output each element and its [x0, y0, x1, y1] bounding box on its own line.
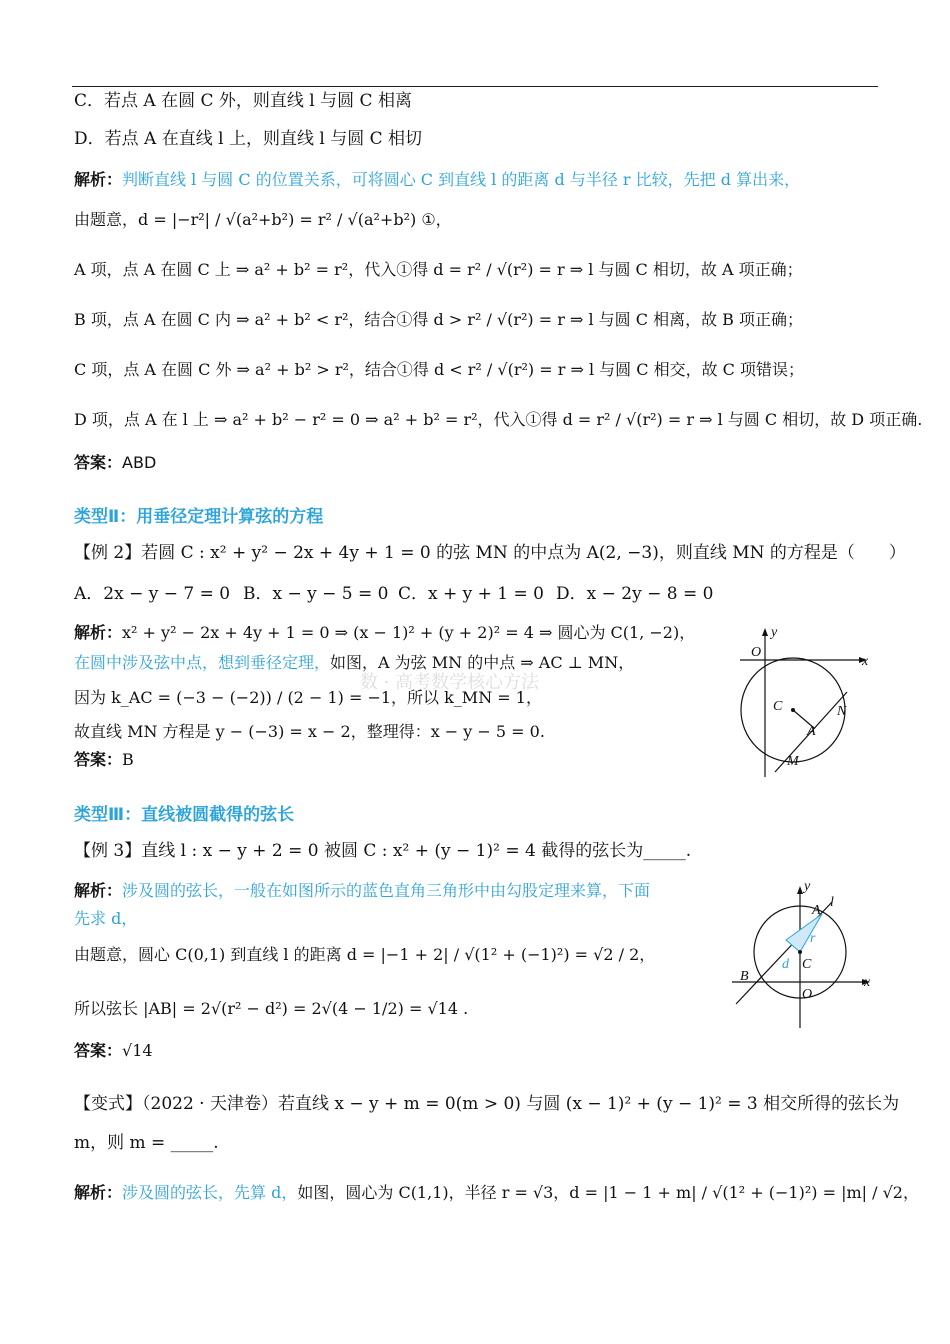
label-x: x — [862, 654, 869, 669]
type3-question: 【例 3】直线 l : x − y + 2 = 0 被圆 C : x² + (y − 1)² = 4 截得的弦长为_____. — [74, 841, 692, 861]
label-d: d — [782, 957, 789, 972]
option-d-prev: D．若点 A 在直线 l 上，则直线 l 与圆 C 相切 — [74, 129, 423, 149]
top-rule — [72, 86, 878, 87]
type2-answer — [74, 750, 134, 771]
label-o: O — [751, 645, 762, 660]
type2-analysis-line4: 故直线 MN 方程是 y − (−3) = x − 2，整理得：x − y − 5 = 0. — [74, 722, 545, 741]
type2-analysis-line2 — [74, 653, 634, 674]
answer-value: ABD — [122, 453, 157, 472]
type3-answer — [74, 1041, 153, 1062]
option-c-prev: C．若点 A 在圆 C 外，则直线 l 与圆 C 相离 — [74, 91, 412, 111]
variant-line1: 【变式】（2022 · 天津卷）若直线 x − y + m = 0(m > 0) 与圆 (x − 1)² + (y − 1)² = 3 相交所得的弦长为 — [74, 1094, 900, 1114]
analysis-hint: 在圆中涉及弦中点，想到垂径定理， — [74, 653, 331, 672]
variant-analysis — [74, 1183, 919, 1204]
type2-analysis-line3: 因为 k_AC = (−3 − (−2)) / (2 − 1) = −1，所以 k_MN = 1， — [74, 688, 542, 707]
answer-value: √14 — [122, 1041, 153, 1060]
type3-given: 由题意，圆心 C(0,1) 到直线 l 的距离 d = |−1 + 2| / √(1² + (−1)²) = √2 / 2， — [74, 945, 656, 964]
y-axis-arrow — [797, 886, 803, 894]
label-r: r — [810, 931, 816, 946]
ex1-analysis — [74, 170, 800, 191]
analysis-text: x² + y² − 2x + 4y + 1 = 0 ⇒ (x − 1)² + (y + 2)² = 4 ⇒ 圆心为 C(1, −2)， — [122, 623, 696, 642]
type2-heading: 类型Ⅱ：用垂径定理计算弦的方程 — [74, 507, 324, 527]
watermark: 数 · 高考数学核心方法 — [360, 672, 540, 693]
type3-heading: 类型Ⅲ：直线被圆截得的弦长 — [74, 805, 295, 825]
type2-opt-d: D．x − 2y − 8 = 0 — [556, 584, 714, 604]
answer-value: B — [122, 750, 134, 769]
type2-opt-b: B．x − y − 5 = 0 — [243, 584, 389, 604]
analysis-text: 如图，圆心为 C(1,1)，半径 r = √3，d = |1 − 1 + m| / √(1² + (−1)²) = |m| / √2， — [297, 1183, 919, 1202]
label-n: N — [837, 704, 847, 719]
analysis-hint: 涉及圆的弦长，先算 d， — [122, 1183, 298, 1202]
ex1-answer — [74, 453, 156, 474]
analysis-label: 解析： — [74, 170, 123, 189]
analysis-intro: 判断直线 l 与圆 C 的位置关系，可将圆心 C 到直线 l 的距离 d 与半径 r 比较，先把 d 算出来， — [122, 170, 801, 189]
type3-analysis-line1 — [74, 881, 650, 902]
answer-label: 答案： — [74, 453, 123, 472]
type2-analysis-line1 — [74, 623, 695, 644]
ex1-item-a: A 项，点 A 在圆 C 上 ⇒ a² + b² = r²，代入①得 d = r² / √(r²) = r ⇒ l 与圆 C 相切，故 A 项正确； — [74, 260, 803, 279]
analysis-label: 解析： — [74, 881, 123, 900]
center-point — [798, 950, 802, 954]
type2-opt-a: A．2x − y − 7 = 0 — [74, 584, 231, 604]
answer-label: 答案： — [74, 1041, 123, 1060]
ex1-item-b: B 项，点 A 在圆 C 内 ⇒ a² + b² < r²，结合①得 d > r² / √(r²) = r ⇒ l 与圆 C 相离，故 B 项正确； — [74, 310, 804, 329]
label-b: B — [740, 969, 749, 984]
center-point — [791, 708, 795, 712]
label-a: A — [807, 724, 816, 739]
label-l: l — [830, 895, 834, 910]
type3-chord: 所以弦长 |AB| = 2√(r² − d²) = 2√(4 − 1/2) = √14 . — [74, 999, 469, 1018]
label-o: O — [802, 987, 813, 1002]
y-axis-arrow — [762, 628, 768, 636]
label-m: M — [787, 754, 799, 769]
analysis-text: 如图，A 为弦 MN 的中点 ⇒ AC ⊥ MN， — [330, 653, 635, 672]
type2-question: 【例 2】若圆 C : x² + y² − 2x + 4y + 1 = 0 的弦 MN 的中点为 A(2, −3)，则直线 MN 的方程是（ ） — [74, 543, 906, 563]
label-y: y — [804, 882, 811, 894]
analysis-hint: 涉及圆的弦长，一般在如图所示的蓝色直角三角形中由勾股定理来算，下面 — [122, 881, 651, 900]
ex1-item-d: D 项，点 A 在 l 上 ⇒ a² + b² − r² = 0 ⇒ a² + b² = r²，代入①得 d = r² / √(r²) = r ⇒ l 与圆 C 相切，故 D 项正确. — [74, 410, 923, 429]
label-a: A — [812, 903, 821, 918]
variant-line2: m，则 m = _____. — [74, 1133, 219, 1153]
ex1-item-c: C 项，点 A 在圆 C 外 ⇒ a² + b² > r²，结合①得 d < r² / √(r²) = r ⇒ l 与圆 C 相交，故 C 项错误； — [74, 360, 804, 379]
analysis-label: 解析： — [74, 1183, 123, 1202]
label-y: y — [771, 625, 778, 640]
label-x: x — [864, 975, 871, 990]
type2-opt-c: C．x + y + 1 = 0 — [398, 584, 544, 604]
analysis-label: 解析： — [74, 623, 123, 642]
label-c: C — [773, 699, 783, 714]
ex1-given: 由题意，d = |−r²| / √(a²+b²) = r² / √(a²+b²) ①， — [74, 210, 452, 229]
right-triangle — [786, 914, 822, 952]
figure-chord-length — [728, 882, 878, 1032]
label-c: C — [802, 957, 812, 972]
figure-circle-chord — [735, 622, 880, 782]
answer-label: 答案： — [74, 750, 123, 769]
type3-analysis-line2: 先求 d， — [74, 909, 138, 928]
